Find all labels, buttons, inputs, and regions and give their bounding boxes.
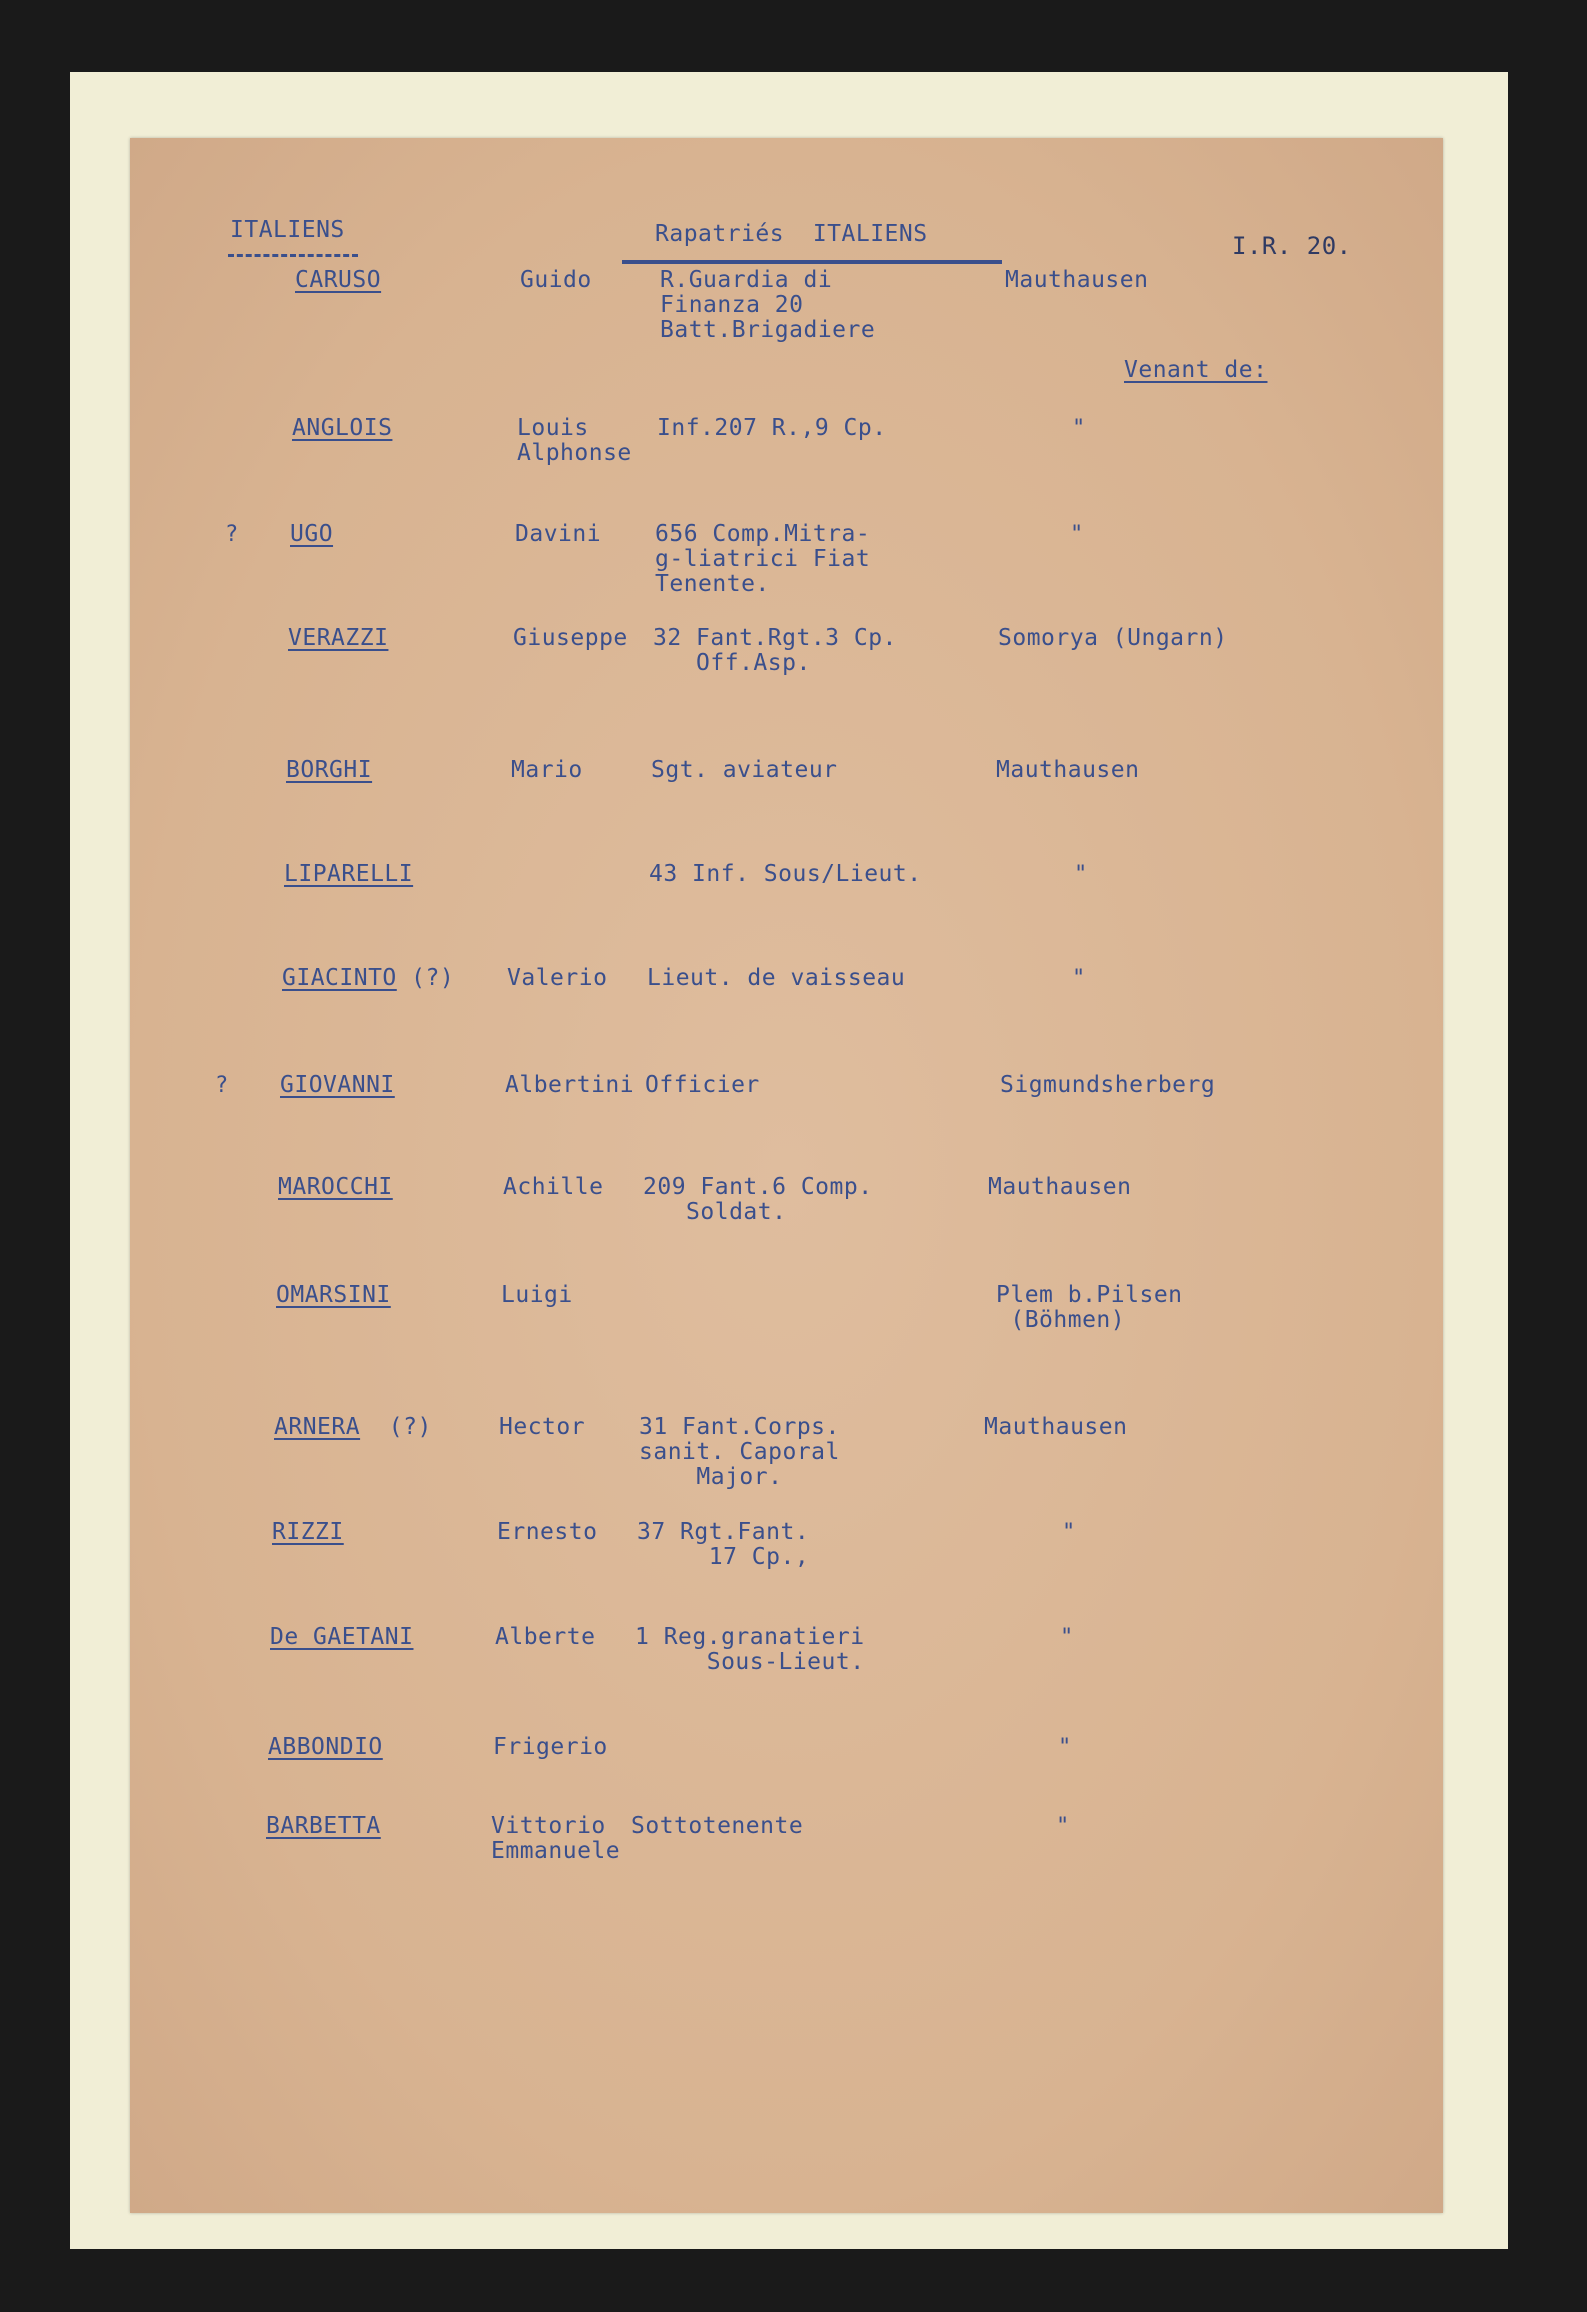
row-surname-text: ABBONDIO (268, 1734, 383, 1760)
row-unit-rank: Lieut. de vaisseau (647, 965, 906, 991)
row-unit-rank: Officier (645, 1072, 760, 1098)
row-first-name: Valerio (507, 965, 608, 991)
row-surname-text: GIACINTO (282, 965, 397, 991)
row-surname (268, 1735, 383, 1760)
row-surname (270, 1625, 413, 1650)
row-origin-camp: " (1062, 1520, 1076, 1545)
row-surname (266, 1814, 381, 1839)
row-origin-camp: " (1060, 1625, 1074, 1650)
row-surname (282, 966, 454, 991)
row-first-name: Albertini (505, 1072, 635, 1098)
row-first-name: Alberte (495, 1624, 596, 1650)
row-origin-camp: " (1056, 1814, 1070, 1839)
row-origin-camp: Mauthausen (988, 1174, 1132, 1200)
row-origin-camp: Mauthausen (1005, 267, 1149, 293)
row-origin-camp: Sigmundsherberg (1000, 1072, 1216, 1098)
row-unit-rank: 1 Reg.granatieri Sous-Lieut. (635, 1624, 865, 1675)
row-surname-text: De GAETANI (270, 1624, 414, 1650)
row-unit-rank: 209 Fant.6 Comp. Soldat. (643, 1174, 873, 1225)
row-unit-rank: 37 Rgt.Fant. 17 Cp., (637, 1519, 810, 1570)
row-query-mark: ? (225, 522, 239, 547)
row-first-name: Achille (503, 1174, 604, 1200)
row-first-name: Louis Alphonse (517, 415, 632, 466)
header-center-rule (622, 260, 1002, 264)
row-surname-text: UGO (290, 521, 334, 547)
row-unit-rank: 32 Fant.Rgt.3 Cp. Off.Asp. (653, 625, 897, 676)
row-surname-text: GIOVANNI (280, 1072, 395, 1098)
row-origin-camp: " (1072, 966, 1086, 991)
row-surname (274, 1415, 432, 1440)
row-unit-rank: Sottotenente (631, 1813, 804, 1839)
row-surname-text: OMARSINI (276, 1282, 391, 1308)
header-left-rule (228, 254, 358, 257)
row-surname-text: CARUSO (295, 267, 382, 293)
row-surname-text: ANGLOIS (292, 415, 393, 441)
row-origin-camp: " (1072, 416, 1086, 441)
header-center-title: Rapatriés ITALIENS (655, 221, 928, 247)
row-first-name: Guido (520, 267, 592, 293)
row-surname-note: (?) (360, 1414, 432, 1440)
row-origin-camp: Somorya (Ungarn) (998, 625, 1228, 651)
row-surname (288, 626, 388, 651)
row-first-name: Davini (515, 521, 602, 547)
row-unit-rank: 656 Comp.Mitra- g-liatrici Fiat Tenente. (655, 521, 871, 597)
document-page (130, 138, 1443, 2213)
row-surname (276, 1283, 391, 1308)
row-first-name: Ernesto (497, 1519, 598, 1545)
row-unit-rank: Sgt. aviateur (651, 757, 838, 783)
row-surname-text: VERAZZI (288, 625, 389, 651)
row-surname (284, 862, 413, 887)
column-label-venant-de: Venant de: (1124, 357, 1268, 383)
row-origin-camp: " (1058, 1735, 1072, 1760)
row-origin-camp: " (1074, 862, 1088, 887)
row-first-name: Luigi (501, 1282, 573, 1308)
row-origin-camp: " (1070, 522, 1084, 547)
row-origin-camp: Mauthausen (996, 757, 1140, 783)
row-surname (280, 1073, 395, 1098)
row-first-name: Frigerio (493, 1734, 608, 1760)
row-unit-rank: 31 Fant.Corps. sanit. Caporal Major. (639, 1414, 840, 1490)
row-first-name: Hector (499, 1414, 586, 1440)
row-surname-text: ARNERA (274, 1414, 361, 1440)
row-unit-rank: R.Guardia di Finanza 20 Batt.Brigadiere (660, 267, 876, 343)
row-first-name: Giuseppe (513, 625, 628, 651)
row-surname-text: MAROCCHI (278, 1174, 393, 1200)
row-surname (290, 522, 333, 547)
row-surname (292, 416, 392, 441)
row-first-name: Mario (511, 757, 583, 783)
row-surname-text: BORGHI (286, 757, 373, 783)
row-surname-text: RIZZI (272, 1519, 344, 1545)
header-reference: I.R. 20. (1232, 232, 1352, 260)
row-query-mark: ? (215, 1073, 229, 1098)
row-surname-note: (?) (396, 965, 455, 991)
row-surname (286, 758, 372, 783)
row-unit-rank: Inf.207 R.,9 Cp. (657, 415, 887, 441)
row-first-name: Vittorio Emmanuele (491, 1813, 621, 1864)
header-left-title: ITALIENS (230, 217, 345, 243)
row-surname (295, 268, 381, 293)
row-origin-camp: Plem b.Pilsen (Böhmen) (996, 1282, 1183, 1333)
row-surname (278, 1175, 393, 1200)
row-unit-rank: 43 Inf. Sous/Lieut. (649, 861, 922, 887)
row-surname-text: LIPARELLI (284, 861, 414, 887)
row-surname-text: BARBETTA (266, 1813, 381, 1839)
row-origin-camp: Mauthausen (984, 1414, 1128, 1440)
row-surname (272, 1520, 344, 1545)
